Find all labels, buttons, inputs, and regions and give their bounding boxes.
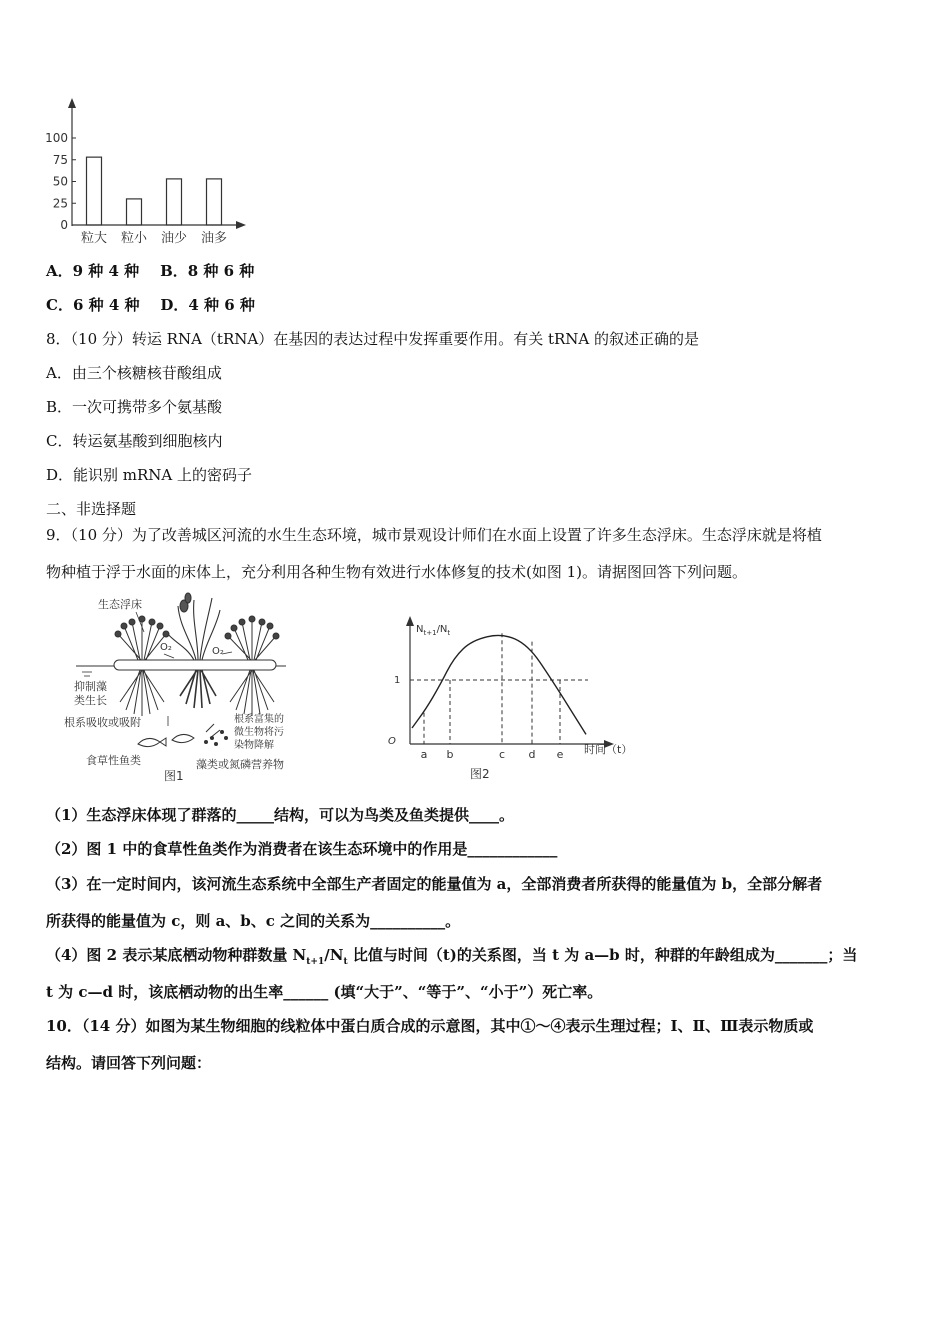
bar-ytick-label: 100 xyxy=(45,131,68,145)
bar xyxy=(87,157,102,225)
q9-sub3-line1: （3）在一定时间内，该河流生态系统中全部生产者固定的能量值为 a，全部消费者所获得的能量值为 b，全部分解者 xyxy=(46,875,823,893)
fig2-ylabel-sub2: t xyxy=(447,629,451,637)
fig1-label-algae: 藻类或氮磷营养物 xyxy=(196,758,284,771)
q7-option-row-1 xyxy=(46,262,254,280)
fish-sketch xyxy=(138,724,220,747)
fig1-label-inhibit-1: 抑制藻 xyxy=(74,680,107,693)
q9-sub4-line2: t 为 c—d 时，该底栖动物的出生率______ (填“大于”、“等于”、“小于”）死亡率。 xyxy=(46,983,603,1001)
fig2-ytick-one: 1 xyxy=(394,675,401,686)
q9-stem-line1: 9．（10 分）为了改善城区河流的水生生态环境，城市景观设计师们在水面上设置了许多生态浮床。生态浮床就是将植 xyxy=(46,526,822,544)
q9-sub4-sub2: t xyxy=(343,957,348,967)
bar xyxy=(167,179,182,225)
fig1-label-inhibit-2: 类生长 xyxy=(74,694,107,707)
fig2-origin: O xyxy=(388,736,396,747)
fig2-curve xyxy=(412,635,586,734)
q9-sub2: （2）图 1 中的食草性鱼类作为消费者在该生态环境中的作用是____________ xyxy=(46,840,558,858)
q9-sub4-pre: （4）图 2 表示某底栖动物种群数量 N xyxy=(46,946,307,964)
section-heading: 二、非选择题 xyxy=(46,500,137,518)
figure-2 xyxy=(376,612,656,784)
bar-ytick-label: 25 xyxy=(52,196,68,211)
o2-arrow-left xyxy=(164,654,174,658)
fig2-xlabel: 时间（t） xyxy=(584,743,633,756)
q9-sub4-line1 xyxy=(46,946,857,971)
bar xyxy=(127,199,142,225)
q7-option-row-2 xyxy=(46,296,255,314)
fig2-xmark: a xyxy=(420,748,428,761)
fig1-label-micro-3: 染物降解 xyxy=(234,740,274,751)
bar xyxy=(207,179,222,225)
fig2-ylabel-sub1: t+1 xyxy=(423,629,437,637)
bar-ytick-label: 0 xyxy=(60,218,68,232)
q7-option-a: A．9 种 4 种 xyxy=(46,262,140,280)
q9-sub4-post: 比值与时间（t)的关系图，当 t 为 a—b 时，种群的年龄组成为_______；当 xyxy=(347,946,858,964)
q9-sub3-line2: 所获得的能量值为 c，则 a、b、c 之间的关系为__________。 xyxy=(46,912,461,930)
fig2-xmark: c xyxy=(498,748,506,761)
bar-xtick-label: 油少 xyxy=(160,231,188,246)
fig2-caption: 图2 xyxy=(470,767,490,781)
bar-ytick-label: 75 xyxy=(52,152,68,167)
fig1-o2-left: O₂ xyxy=(160,642,172,653)
q9-stem-line2: 物种植于浮于水面的床体上，充分利用各种生物有效进行水体修复的技术(如图 1)。请据图回答下列问题。 xyxy=(46,563,748,581)
fig2-ylabel: $N_{t+1}/N_t$ xyxy=(416,624,451,637)
q7-option-d: D．4 种 6 种 xyxy=(160,296,255,314)
figure-1 xyxy=(56,592,306,782)
fig1-label-micro-1: 根系富集的 xyxy=(234,714,284,725)
algae-sketch xyxy=(204,730,228,746)
fig1-caption: 图1 xyxy=(164,769,184,782)
bar-xtick-label: 油多 xyxy=(200,231,228,246)
fig1-label-micro-2: 微生物将污 xyxy=(234,727,284,738)
q8-option-c: C．转运氨基酸到细胞核内 xyxy=(46,432,223,450)
fig2-y-arrow xyxy=(406,616,414,626)
q10-line2: 结构。请回答下列问题： xyxy=(46,1054,212,1072)
fig2-xmark: b xyxy=(446,748,454,761)
q8-stem: 8．（10 分）转运 RNA（tRNA）在基因的表达过程中发挥重要作用。有关 tRNA 的叙述正确的是 xyxy=(46,330,700,348)
q8-option-b: B．一次可携带多个氨基酸 xyxy=(46,398,223,416)
fig1-label-fish: 食草性鱼类 xyxy=(86,754,141,767)
q9-sub4-mid: /N xyxy=(324,946,344,964)
floating-bed xyxy=(114,660,276,670)
fig1-label-root: 根系吸收或吸附 xyxy=(64,716,141,729)
fig1-title: 生态浮床 xyxy=(98,598,142,611)
q8-option-d: D．能识别 mRNA 上的密码子 xyxy=(46,466,253,484)
fig1-o2-right: O₂ xyxy=(212,646,224,657)
q7-option-b: B．8 种 6 种 xyxy=(160,262,255,280)
fig2-xmark: d xyxy=(528,748,536,761)
q8-option-a: A．由三个核糖核苷酸组成 xyxy=(46,364,222,382)
bar-x-arrow xyxy=(236,221,246,229)
q9-sub4-sub1: t+1 xyxy=(306,957,325,967)
q7-option-c: C．6 种 4 种 xyxy=(46,296,140,314)
fig2-xmark: e xyxy=(556,748,564,761)
bar-chart xyxy=(40,96,260,248)
bar-xtick-label: 粒大 xyxy=(80,231,108,246)
bar-y-arrow xyxy=(68,98,76,108)
q9-sub1: （1）生态浮床体现了群落的_____结构，可以为鸟类及鱼类提供____。 xyxy=(46,806,514,824)
q10-line1: 10．（14 分）如图为某生物细胞的线粒体中蛋白质合成的示意图，其中①～④表示生理过程；Ⅰ、Ⅱ、Ⅲ表示物质或 xyxy=(46,1017,814,1035)
bar-ytick-label: 50 xyxy=(52,174,68,189)
bar-xtick-label: 粒小 xyxy=(120,231,148,246)
